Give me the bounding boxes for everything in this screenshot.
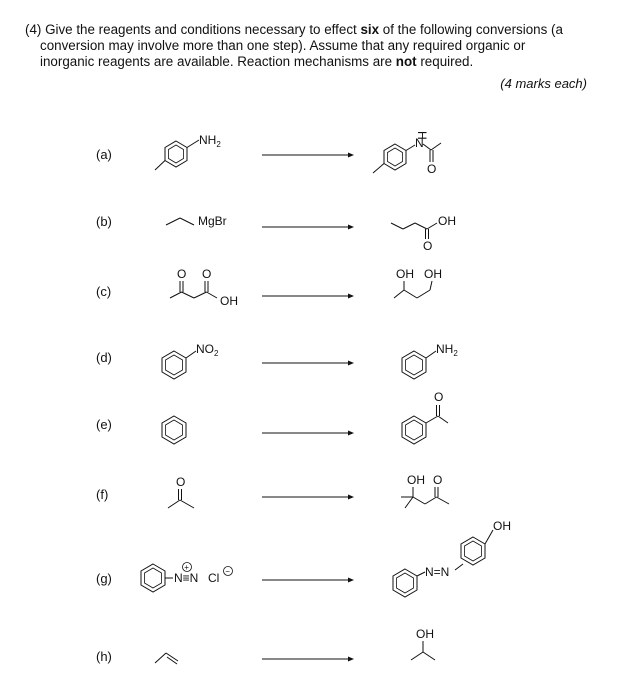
row-label-h: (h) (96, 649, 112, 664)
question-line-1-end: of the following conversions (a (379, 22, 563, 37)
label-amide-o: O (427, 162, 437, 176)
row-label-a: (a) (96, 147, 112, 162)
molecule-h-reactant (150, 645, 200, 670)
row-label-d: (d) (96, 350, 112, 365)
reaction-arrow-c (262, 290, 354, 302)
question-line-3-text: inorganic reagents are available. Reaction mechanisms are (40, 54, 396, 69)
label-aldol-o: O (433, 473, 443, 487)
label-plus: + (184, 562, 189, 572)
row-label-b: (b) (96, 214, 112, 229)
label-nh2: $NH_2$ (199, 133, 221, 149)
molecule-a-reactant (150, 125, 250, 180)
molecule-d-reactant (150, 335, 250, 390)
molecule-g-product (385, 510, 545, 610)
label-phenol-oh: OH (493, 519, 511, 533)
label-azo: N=N (425, 565, 450, 579)
label-c-oh: OH (220, 294, 238, 308)
molecule-b-product (385, 205, 475, 260)
label-acetone-o: O (176, 475, 186, 489)
molecule-c-reactant (165, 260, 265, 320)
label-acid-o: O (423, 239, 433, 253)
molecule-d-product (390, 335, 490, 390)
label-amide-n: N (415, 136, 424, 150)
question-line-2: conversion may involve more than one step). Assume that any required organic or (40, 38, 526, 53)
label-ketone-o: O (434, 390, 444, 404)
molecule-a-product (355, 118, 455, 183)
question-text (25, 22, 595, 70)
label-acid-o-c: O (202, 267, 212, 281)
reaction-arrow-f (262, 491, 354, 503)
row-label-c: (c) (96, 284, 112, 299)
reaction-arrow-a (262, 149, 354, 161)
question-line-3 (25, 54, 595, 70)
label-minus: − (225, 566, 230, 576)
molecule-e-product (390, 385, 480, 450)
row-label-g: (g) (96, 571, 112, 586)
label-ipa-oh: OH (416, 627, 434, 641)
label-amide-h: H (415, 131, 429, 140)
question-line-1-text: (4) Give the reagents and conditions necessary to effect (25, 22, 361, 37)
molecule-g-reactant (135, 555, 265, 600)
label-diol-oh-1: OH (396, 267, 414, 281)
molecule-f-reactant (160, 470, 210, 520)
label-aldol-oh: OH (407, 473, 425, 487)
label-chloride: Cl (208, 571, 220, 585)
molecule-h-product (400, 620, 460, 670)
molecule-b-reactant (160, 205, 250, 235)
row-label-e: (e) (96, 417, 112, 432)
reaction-arrow-h (262, 653, 354, 665)
reaction-arrow-e (262, 427, 354, 439)
marks-note: (4 marks each) (500, 76, 587, 91)
label-no2: $NO_2$ (196, 342, 219, 358)
molecule-c-product (390, 260, 470, 315)
question-line-1 (25, 22, 595, 38)
reaction-arrow-b (262, 221, 354, 233)
label-keto-o: O (177, 267, 187, 281)
label-diazonium: N≡N (174, 571, 199, 585)
emphasis-six: six (360, 22, 380, 37)
emphasis-not: not (395, 54, 417, 69)
label-diol-oh-2: OH (424, 267, 442, 281)
reaction-arrow-d (262, 357, 354, 369)
reaction-arrow-g (262, 574, 354, 586)
molecule-e-reactant (150, 405, 200, 455)
question-line-3-end: required. (416, 54, 474, 69)
label-aniline-nh2: $NH_2$ (436, 342, 458, 358)
row-label-f: (f) (96, 487, 109, 502)
label-acid-oh: OH (438, 214, 456, 228)
label-mgbr: MgBr (198, 214, 227, 228)
